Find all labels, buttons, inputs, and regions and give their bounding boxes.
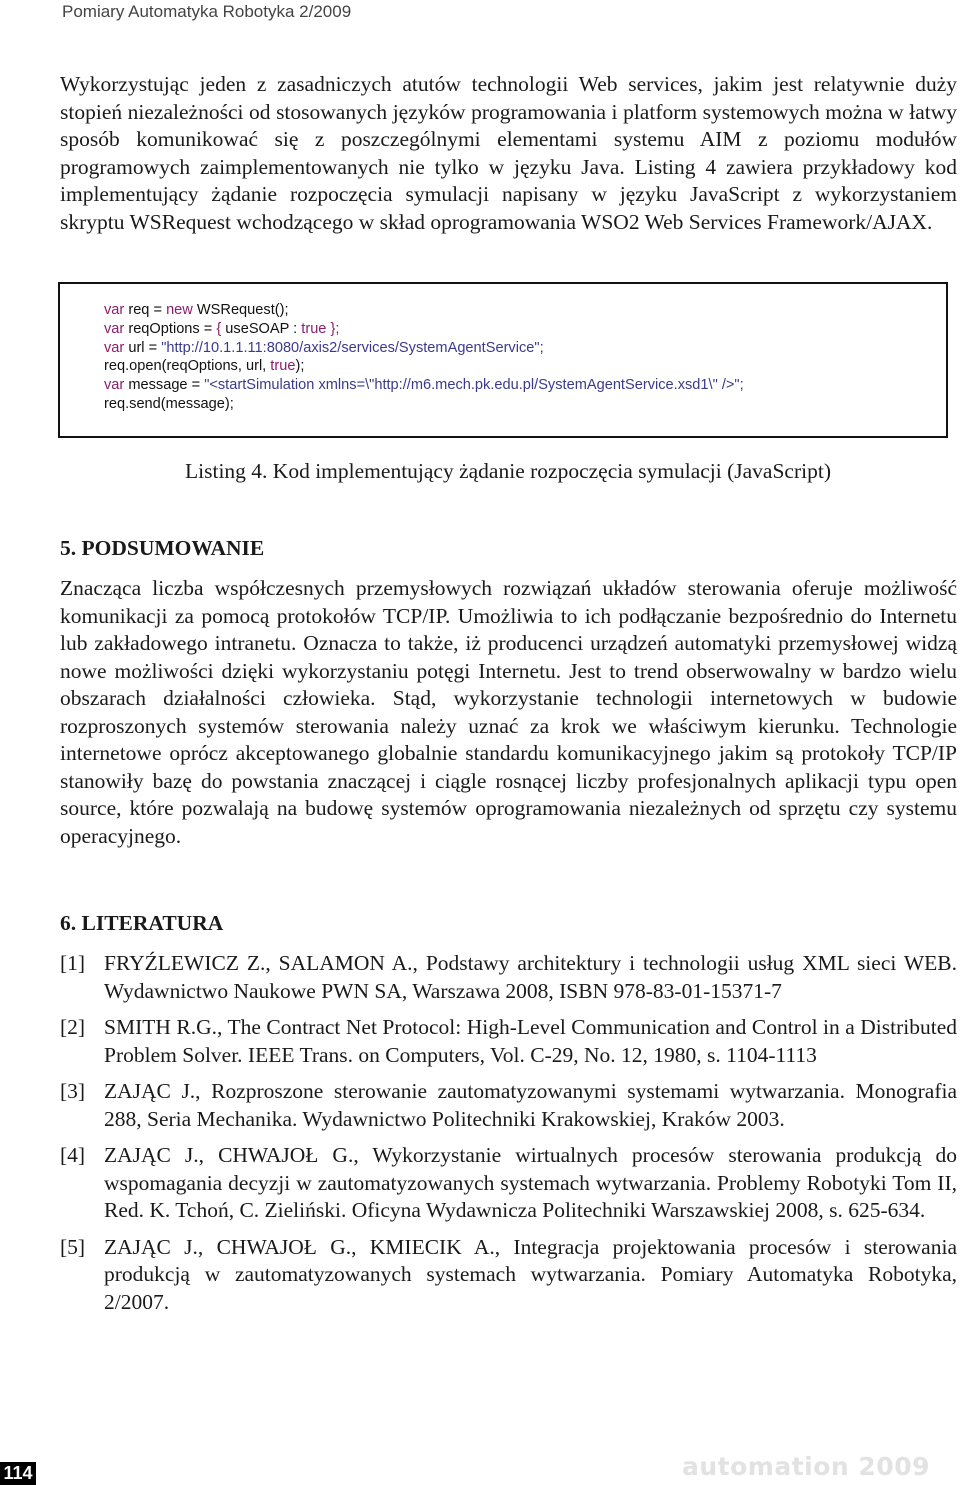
code-token: var [104,339,125,356]
reference-item [60,1014,957,1069]
code-token: true [270,358,296,375]
reference-text: ZAJĄC J., CHWAJOŁ G., Wykorzystanie wirtualnych procesów sterowania produkcją do wspomagania decyzji w zautomatyzowanych systemach wytwarzania. Problemy Robotyki Tom II, Red. K. Tchoń, C. Zieliński. Oficyna Wydawnicza Politechniki Warszawskiej 2008, s. 625-634. [104,1143,957,1222]
code-listing-box [58,282,948,438]
intro-paragraph: Wykorzystując jeden z zasadniczych atutów technologii Web services, jakim jest relatywnie duży stopień niezależności od stosowanych języków programowania i platform systemowych można w łatwy sposób komunikować się z poszczególnymi elementami systemu AIM z poziomu modułów programowych zaimplementowanych nie tylko w języku Java. Listing 4 zawiera przykładowy kod implementujący żądanie rozpoczęcia symulacji napisany w języku JavaScript z wykorzystaniem skryptu WSRequest wchodzącego w skład oprogramowania WSO2 Web Services Framework/AJAX. [60,72,957,234]
code-token: useSOAP : [221,320,302,337]
reference-item [60,950,957,1005]
code-token: var [104,377,125,394]
code-line [104,301,744,320]
reference-item [60,1078,957,1133]
code-line [104,320,744,339]
section-heading-summary: 5. PODSUMOWANIE [60,536,265,560]
reference-text: SMITH R.G., The Contract Net Protocol: High-Level Communication and Control in a Distributed Problem Solver. IEEE Trans. on Computers, Vol. C-29, No. 12, 1980, s. 1104-1113 [104,1015,957,1067]
code-token: }; [326,320,340,337]
code-token: new [166,302,193,318]
code-token: req.send(message); [104,395,234,412]
code-token: "http://10.1.1.11:8080/axis2/services/SystemAgentService"; [161,339,544,356]
code-line [104,376,744,395]
code-token: url = [124,339,162,356]
code-line [104,339,744,358]
running-header: Pomiary Automatyka Robotyka 2/2009 [62,2,352,21]
code-token: true [301,320,327,337]
reference-number: [3] [60,1079,86,1103]
code-token: { [216,320,222,337]
code-token: reqOptions = [124,320,217,337]
code-token: message = [124,377,205,394]
reference-text: ZAJĄC J., CHWAJOŁ G., KMIECIK A., Integracja projektowania procesów i sterowania produkcją w zautomatyzowanych systemach wytwarzania. Pomiary Automatyka Robotyka, 2/2007. [104,1234,957,1314]
code-token: var [104,302,125,318]
summary-paragraph: Znacząca liczba współczesnych przemysłowych rozwiązań układów sterowania oferuje możliwość komunikacji za pomocą protokołów TCP/IP. Umożliwia to ich podłączanie bezpośrednio do Internetu lub zakładowego intranetu. Oznacza to także, iż producenci urządzeń automatyki przemysłowej widzą nowe możliwości dzięki wykorzystaniu potęgi Internetu. Jest to trend obserwowalny w bardzo wielu obszarach działalności człowieka. Stąd, wykorzystanie technologii internetowych w budowie rozproszonych systemów sterowania należy uznać za krok we właściwym kierunku. Technologie internetowe oprócz akceptowanego globalnie standardu komunikacyjnego jakim są protokoły TCP/IP stanowiły bazę do powstania znaczącej i ciągle rosnącej liczby profesjonalnych aplikacji typu open source, które pozwalają na budowę systemów oprogramowania niezależnych od sprzętu czy systemu operacyjnego. [60,576,957,848]
footer-brand-watermark: automation 2009 [682,1452,930,1481]
reference-text: ZAJĄC J., Rozproszone sterowanie zautomatyzowanymi systemami wytwarzania. Monografia 288, Seria Mechanika. Wydawnictwo Politechniki Krakowskiej, Kraków 2003. [104,1079,957,1131]
code-token: WSRequest(); [192,302,289,318]
code-token: var [104,320,125,337]
code-token: req.open(reqOptions, url, [104,358,271,375]
reference-number: [4] [60,1143,86,1167]
reference-item [60,1234,957,1317]
code-listing [104,301,744,414]
reference-item [60,1142,957,1225]
code-line [104,357,744,376]
reference-list [60,950,957,1325]
reference-text: FRYŹLEWICZ Z., SALAMON A., Podstawy architektury i technologii usług XML sieci WEB. Wydawnictwo Naukowe PWN SA, Warszawa 2008, ISBN 978-83-01-15371-7 [104,951,957,1003]
code-token: req = [124,302,167,318]
code-token: "<startSimulation xmlns=\"http://m6.mech.pk.edu.pl/SystemAgentService.xsd1\" />"; [204,377,744,394]
page-number: 114 [0,1462,36,1485]
reference-number: [1] [60,951,86,975]
reference-number: [2] [60,1015,86,1039]
reference-number: [5] [60,1234,86,1259]
listing-caption: Listing 4. Kod implementujący żądanie rozpoczęcia symulacji (JavaScript) [185,459,831,483]
code-line [104,395,744,414]
section-heading-literature: 6. LITERATURA [60,911,224,935]
code-token: ); [295,358,305,375]
